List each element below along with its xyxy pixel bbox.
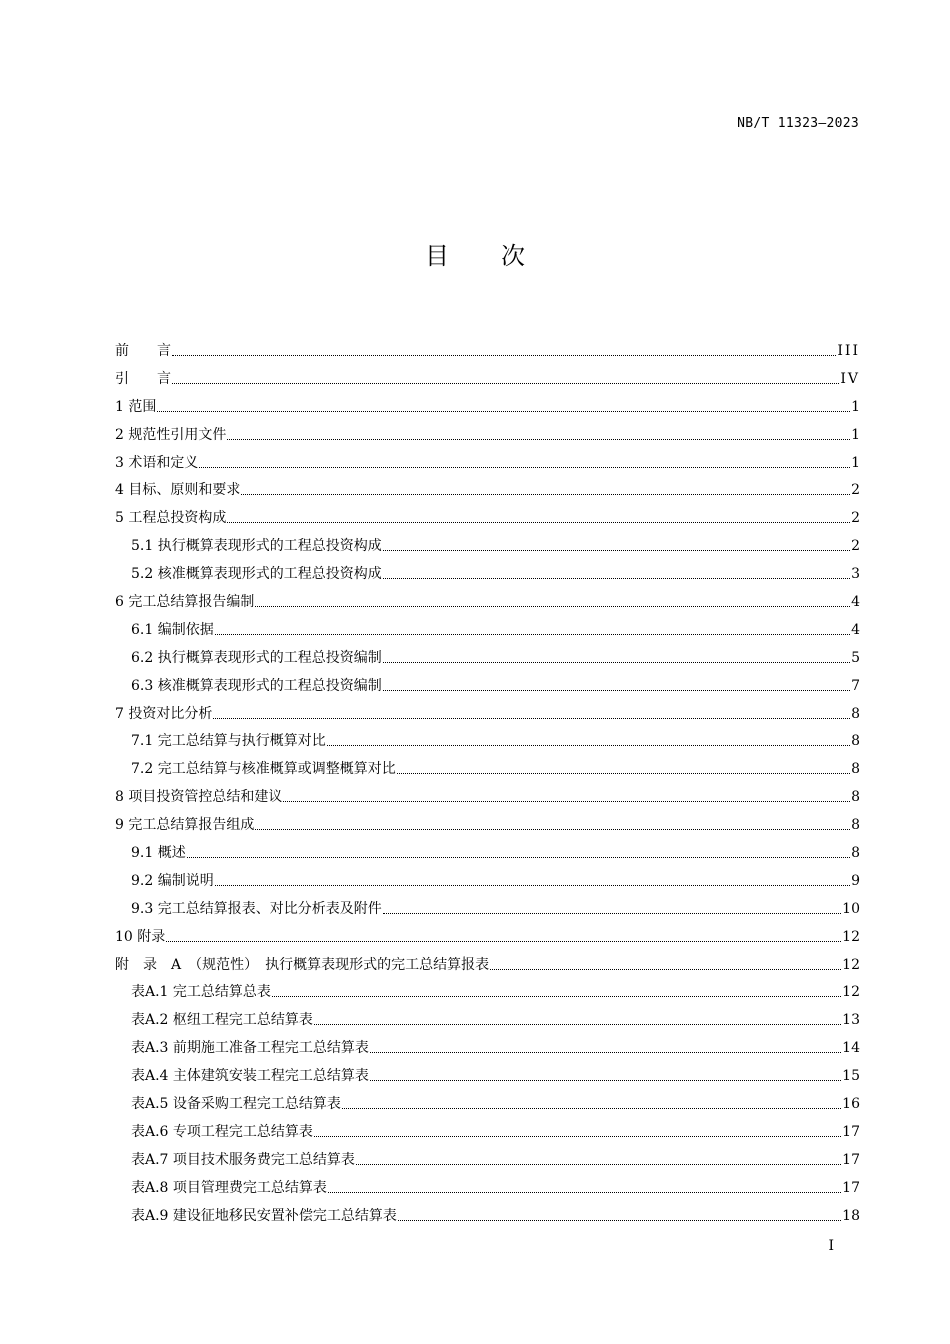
toc-entry[interactable] (115, 1196, 860, 1224)
toc-entry-label: 表A.4 主体建筑安装工程完工总结算表 (131, 1068, 369, 1085)
toc-entry-page: 1 (851, 398, 860, 415)
toc-entry-label: 前 言 (115, 343, 171, 359)
toc-entry[interactable] (115, 1028, 860, 1056)
toc-entry-page: 8 (851, 789, 860, 806)
page-title (0, 236, 950, 271)
toc-entry[interactable] (115, 777, 860, 805)
toc-entry[interactable] (115, 889, 860, 917)
toc-dot-leader (490, 969, 841, 970)
toc-entry-label: 表A.1 完工总结算总表 (131, 984, 271, 1001)
toc-dot-leader (383, 578, 850, 579)
toc-entry-label: 1 范围 (115, 398, 157, 415)
toc-entry[interactable] (115, 638, 860, 666)
toc-dot-leader (370, 1052, 841, 1053)
toc-entry[interactable] (115, 749, 860, 777)
toc-entry-page: 17 (842, 1123, 860, 1140)
toc-dot-leader (255, 606, 850, 607)
toc-entry[interactable] (115, 1000, 860, 1028)
toc-dot-leader (215, 634, 850, 635)
toc-entry-page: 8 (851, 761, 860, 778)
toc-entry-label: 5.2 核准概算表现形式的工程总投资构成 (131, 566, 382, 583)
toc-entry[interactable] (115, 945, 860, 973)
toc-entry-label: 9.1 概述 (131, 845, 186, 862)
toc-entry-label: 8 项目投资管控总结和建议 (115, 789, 283, 806)
toc-entry[interactable] (115, 610, 860, 638)
toc-entry[interactable] (115, 443, 860, 471)
toc-dot-leader (383, 913, 841, 914)
toc-entry-label: 表A.5 设备采购工程完工总结算表 (131, 1096, 341, 1113)
toc-dot-leader (328, 1192, 841, 1193)
toc-dot-leader (213, 718, 850, 719)
toc-entry-label: 附 录 A （规范性） 执行概算表现形式的完工总结算报表 (115, 956, 490, 973)
toc-dot-leader (383, 662, 850, 663)
toc-entry-page: 17 (842, 1151, 860, 1168)
toc-entry[interactable] (115, 554, 860, 582)
toc-dot-leader (398, 1220, 841, 1221)
toc-dot-leader (172, 355, 836, 356)
toc-entry[interactable] (115, 326, 860, 359)
toc-entry-label: 表A.6 专项工程完工总结算表 (131, 1123, 313, 1140)
toc-dot-leader (356, 1164, 841, 1165)
toc-dot-leader (327, 745, 850, 746)
toc-dot-leader (255, 829, 850, 830)
toc-entry[interactable] (115, 917, 860, 945)
toc-entry[interactable] (115, 861, 860, 889)
toc-entry-label: 3 术语和定义 (115, 454, 199, 471)
toc-entry-label: 6.1 编制依据 (131, 621, 214, 638)
toc-entry[interactable] (115, 582, 860, 610)
toc-dot-leader (342, 1108, 841, 1109)
toc-dot-leader (314, 1136, 841, 1137)
toc-entry-label: 2 规范性引用文件 (115, 426, 227, 443)
toc-entry-label: 10 附录 (115, 928, 166, 945)
toc-entry[interactable] (115, 1056, 860, 1084)
toc-entry-label: 表A.2 枢纽工程完工总结算表 (131, 1012, 313, 1029)
toc-entry-page: 10 (842, 900, 860, 917)
toc-entry-label: 4 目标、原则和要求 (115, 482, 241, 499)
toc-entry-page: 8 (851, 705, 860, 722)
toc-dot-leader (272, 996, 841, 997)
toc-entry[interactable] (115, 833, 860, 861)
toc-entry[interactable] (115, 415, 860, 443)
toc-entry[interactable] (115, 359, 860, 387)
title-char-1: 目 (425, 242, 449, 270)
toc-entry[interactable] (115, 666, 860, 694)
toc-dot-leader (370, 1080, 841, 1081)
toc-dot-leader (157, 411, 850, 412)
toc-entry-page: 2 (851, 482, 860, 499)
toc-entry-page: 2 (851, 510, 860, 527)
toc-entry[interactable] (115, 805, 860, 833)
toc-dot-leader (172, 383, 839, 384)
title-char-2: 次 (501, 242, 525, 270)
toc-entry-page: 12 (842, 984, 860, 1001)
toc-entry[interactable] (115, 526, 860, 554)
toc-entry-page: 5 (851, 649, 860, 666)
toc-dot-leader (241, 494, 850, 495)
toc-entry[interactable] (115, 387, 860, 415)
toc-entry-label: 5 工程总投资构成 (115, 510, 227, 527)
toc-entry-page: 3 (851, 566, 860, 583)
toc-entry[interactable] (115, 1168, 860, 1196)
toc-dot-leader (383, 550, 850, 551)
toc-entry-label: 9.2 编制说明 (131, 872, 214, 889)
toc-entry-label: 表A.8 项目管理费完工总结算表 (131, 1179, 327, 1196)
toc-entry-page: IV (840, 370, 860, 387)
toc-entry-label: 7 投资对比分析 (115, 705, 213, 722)
toc-entry-label: 6 完工总结算报告编制 (115, 594, 255, 611)
toc-entry-label: 表A.9 建设征地移民安置补偿完工总结算表 (131, 1207, 397, 1224)
toc-entry-label: 9 完工总结算报告组成 (115, 817, 255, 834)
toc-entry-page: 13 (842, 1012, 860, 1029)
toc-dot-leader (187, 857, 850, 858)
toc-dot-leader (314, 1024, 841, 1025)
page-number: I (828, 1238, 834, 1254)
toc-dot-leader (397, 773, 850, 774)
toc-entry-page: 15 (842, 1068, 860, 1085)
toc-dot-leader (283, 801, 850, 802)
toc-entry-page: 12 (842, 928, 860, 945)
toc-entry-page: 12 (842, 956, 860, 973)
toc-dot-leader (166, 941, 841, 942)
toc-entry-page: 9 (851, 872, 860, 889)
toc-entry-page: 14 (842, 1040, 860, 1057)
toc-entry-label: 表A.7 项目技术服务费完工总结算表 (131, 1151, 355, 1168)
toc-entry[interactable] (115, 498, 860, 526)
toc-entry-label: 6.3 核准概算表现形式的工程总投资编制 (131, 677, 382, 694)
toc-entry[interactable] (115, 722, 860, 750)
toc-entry-page: 8 (851, 733, 860, 750)
toc-entry-page: 1 (851, 426, 860, 443)
toc-entry-label: 7.2 完工总结算与核准概算或调整概算对比 (131, 761, 396, 778)
table-of-contents (115, 326, 860, 1224)
toc-entry[interactable] (115, 1112, 860, 1140)
toc-entry-label: 7.1 完工总结算与执行概算对比 (131, 733, 326, 750)
toc-entry-label: 6.2 执行概算表现形式的工程总投资编制 (131, 649, 382, 666)
standard-number: NB/T 11323—2023 (737, 116, 859, 131)
toc-entry[interactable] (115, 973, 860, 1001)
toc-dot-leader (227, 522, 850, 523)
toc-entry[interactable] (115, 1140, 860, 1168)
toc-entry[interactable] (115, 471, 860, 499)
toc-entry-page: 7 (851, 677, 860, 694)
toc-entry[interactable] (115, 1084, 860, 1112)
toc-entry-page: 2 (851, 538, 860, 555)
toc-entry-page: 18 (842, 1207, 860, 1224)
toc-entry-page: 1 (851, 454, 860, 471)
toc-entry-page: 4 (851, 621, 860, 638)
toc-entry-label: 引 言 (115, 370, 171, 387)
toc-entry-label: 5.1 执行概算表现形式的工程总投资构成 (131, 538, 382, 555)
toc-dot-leader (199, 467, 850, 468)
toc-entry-page: 4 (851, 594, 860, 611)
toc-entry-page: III (837, 343, 860, 359)
toc-dot-leader (383, 690, 850, 691)
toc-dot-leader (227, 439, 850, 440)
toc-entry[interactable] (115, 694, 860, 722)
toc-entry-page: 17 (842, 1179, 860, 1196)
toc-entry-label: 表A.3 前期施工准备工程完工总结算表 (131, 1040, 369, 1057)
toc-entry-page: 16 (842, 1096, 860, 1113)
toc-dot-leader (215, 885, 850, 886)
toc-entry-page: 8 (851, 817, 860, 834)
toc-entry-label: 9.3 完工总结算报表、对比分析表及附件 (131, 900, 382, 917)
toc-entry-page: 8 (851, 845, 860, 862)
